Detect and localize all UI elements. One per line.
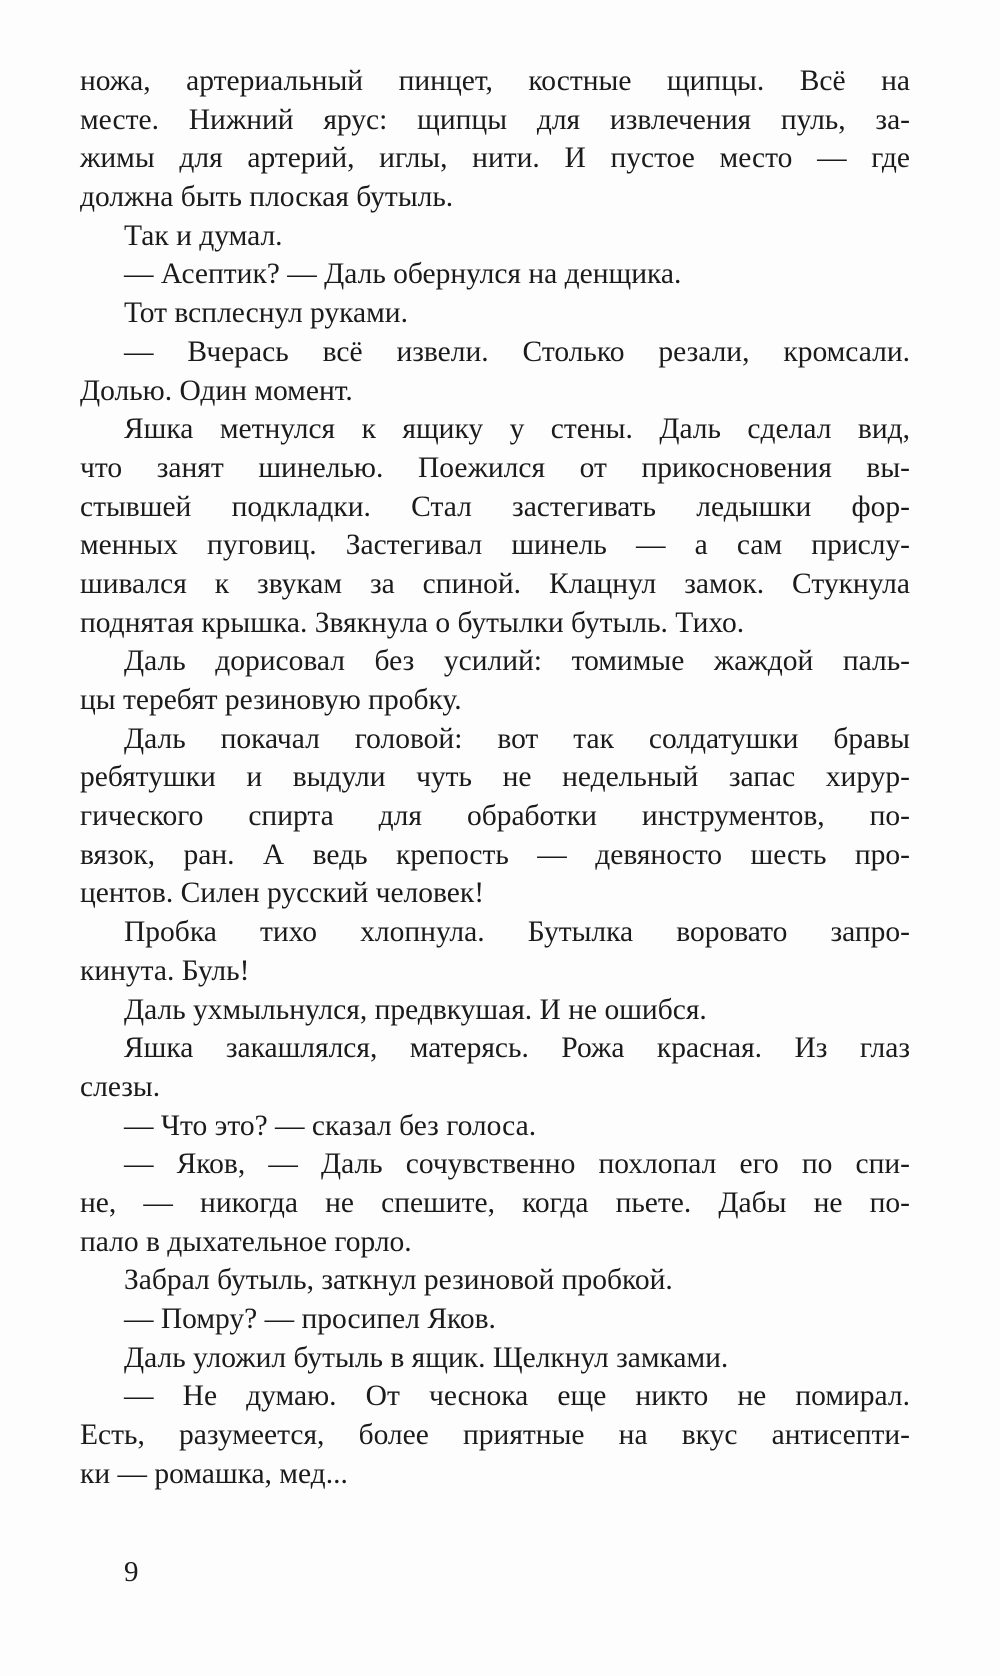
text-line: цы теребят резиновую пробку. bbox=[80, 684, 462, 716]
text-line: Долью. Один момент. bbox=[80, 374, 353, 407]
text-line: что занят шинелью. Поежился от прикосновения вы- bbox=[80, 451, 910, 484]
text-line: Даль уложил бутыль в ящик. Щелкнул замками. bbox=[124, 1341, 729, 1374]
text-line: центов. Силен русский человек! bbox=[80, 877, 485, 910]
text-line: ребятушки и выдули чуть не недельный запас хирур- bbox=[80, 761, 910, 794]
text-line: Забрал бутыль, заткнул резиновой пробкой. bbox=[124, 1264, 673, 1297]
text-line: ножа, артериальный пинцет, костные щипцы. Всё на bbox=[80, 65, 910, 97]
text-line: не, — никогда не спешите, когда пьете. Дабы не по- bbox=[80, 1186, 910, 1219]
page-number: 9 bbox=[124, 1556, 139, 1588]
text-line: — Яков, — Даль сочувственно похлопал его по спи- bbox=[124, 1148, 910, 1181]
text-line: Яшка закашлялся, матерясь. Рожа красная. Из глаз bbox=[124, 1032, 910, 1065]
text-line: — Асептик? — Даль обернулся на денщика. bbox=[124, 258, 682, 291]
text-line: шивался к звукам за спиной. Клацнул замок. Стукнула bbox=[80, 567, 910, 600]
text-line: Даль покачал головой: вот так солдатушки бравы bbox=[124, 722, 910, 755]
text-line: Есть, разумеется, более приятные на вкус антисепти- bbox=[80, 1419, 910, 1452]
text-line: должна быть плоская бутыль. bbox=[80, 181, 454, 214]
text-line: поднятая крышка. Звякнула о бутылки бутыль. Тихо. bbox=[80, 606, 745, 639]
text-line: Даль ухмыльнулся, предвкушая. И не ошибся. bbox=[124, 993, 707, 1026]
text-line: — Вчерась всё извели. Столько резали, кромсали. bbox=[124, 335, 910, 368]
text-line: Тот всплеснул руками. bbox=[124, 297, 408, 330]
text-line: слезы. bbox=[80, 1070, 161, 1103]
text-line: Пробка тихо хлопнула. Бутылка воровато запро- bbox=[124, 916, 910, 949]
text-line: пало в дыхательное горло. bbox=[80, 1225, 412, 1258]
text-line: жимы для артерий, иглы, нити. И пустое место — где bbox=[80, 142, 910, 175]
text-line: — Помру? — просипел Яков. bbox=[124, 1303, 496, 1335]
text-line: — Не думаю. От чеснока еще никто не помирал. bbox=[124, 1380, 910, 1413]
text-line: гического спирта для обработки инструментов, по- bbox=[80, 800, 910, 833]
text-line: — Что это? — сказал без голоса. bbox=[124, 1109, 537, 1142]
text-line: менных пуговиц. Застегивал шинель — а сам прислу- bbox=[80, 529, 910, 562]
text-line: вязок, ран. А ведь крепость — девяносто шесть про- bbox=[80, 838, 910, 871]
text-line: Так и думал. bbox=[124, 219, 283, 252]
text-line: ки — ромашка, мед... bbox=[80, 1457, 348, 1490]
text-line: стывшей подкладки. Стал застегивать ледышки фор- bbox=[80, 490, 910, 523]
text-line: Даль дорисовал без усилий: томимые жаждой паль- bbox=[124, 645, 910, 678]
text-line: месте. Нижний ярус: щипцы для извлечения пуль, за- bbox=[80, 103, 910, 136]
text-line: Яшка метнулся к ящику у стены. Даль сделал вид, bbox=[124, 413, 910, 446]
body-text bbox=[80, 62, 910, 1493]
text-line: кинута. Буль! bbox=[80, 954, 250, 987]
